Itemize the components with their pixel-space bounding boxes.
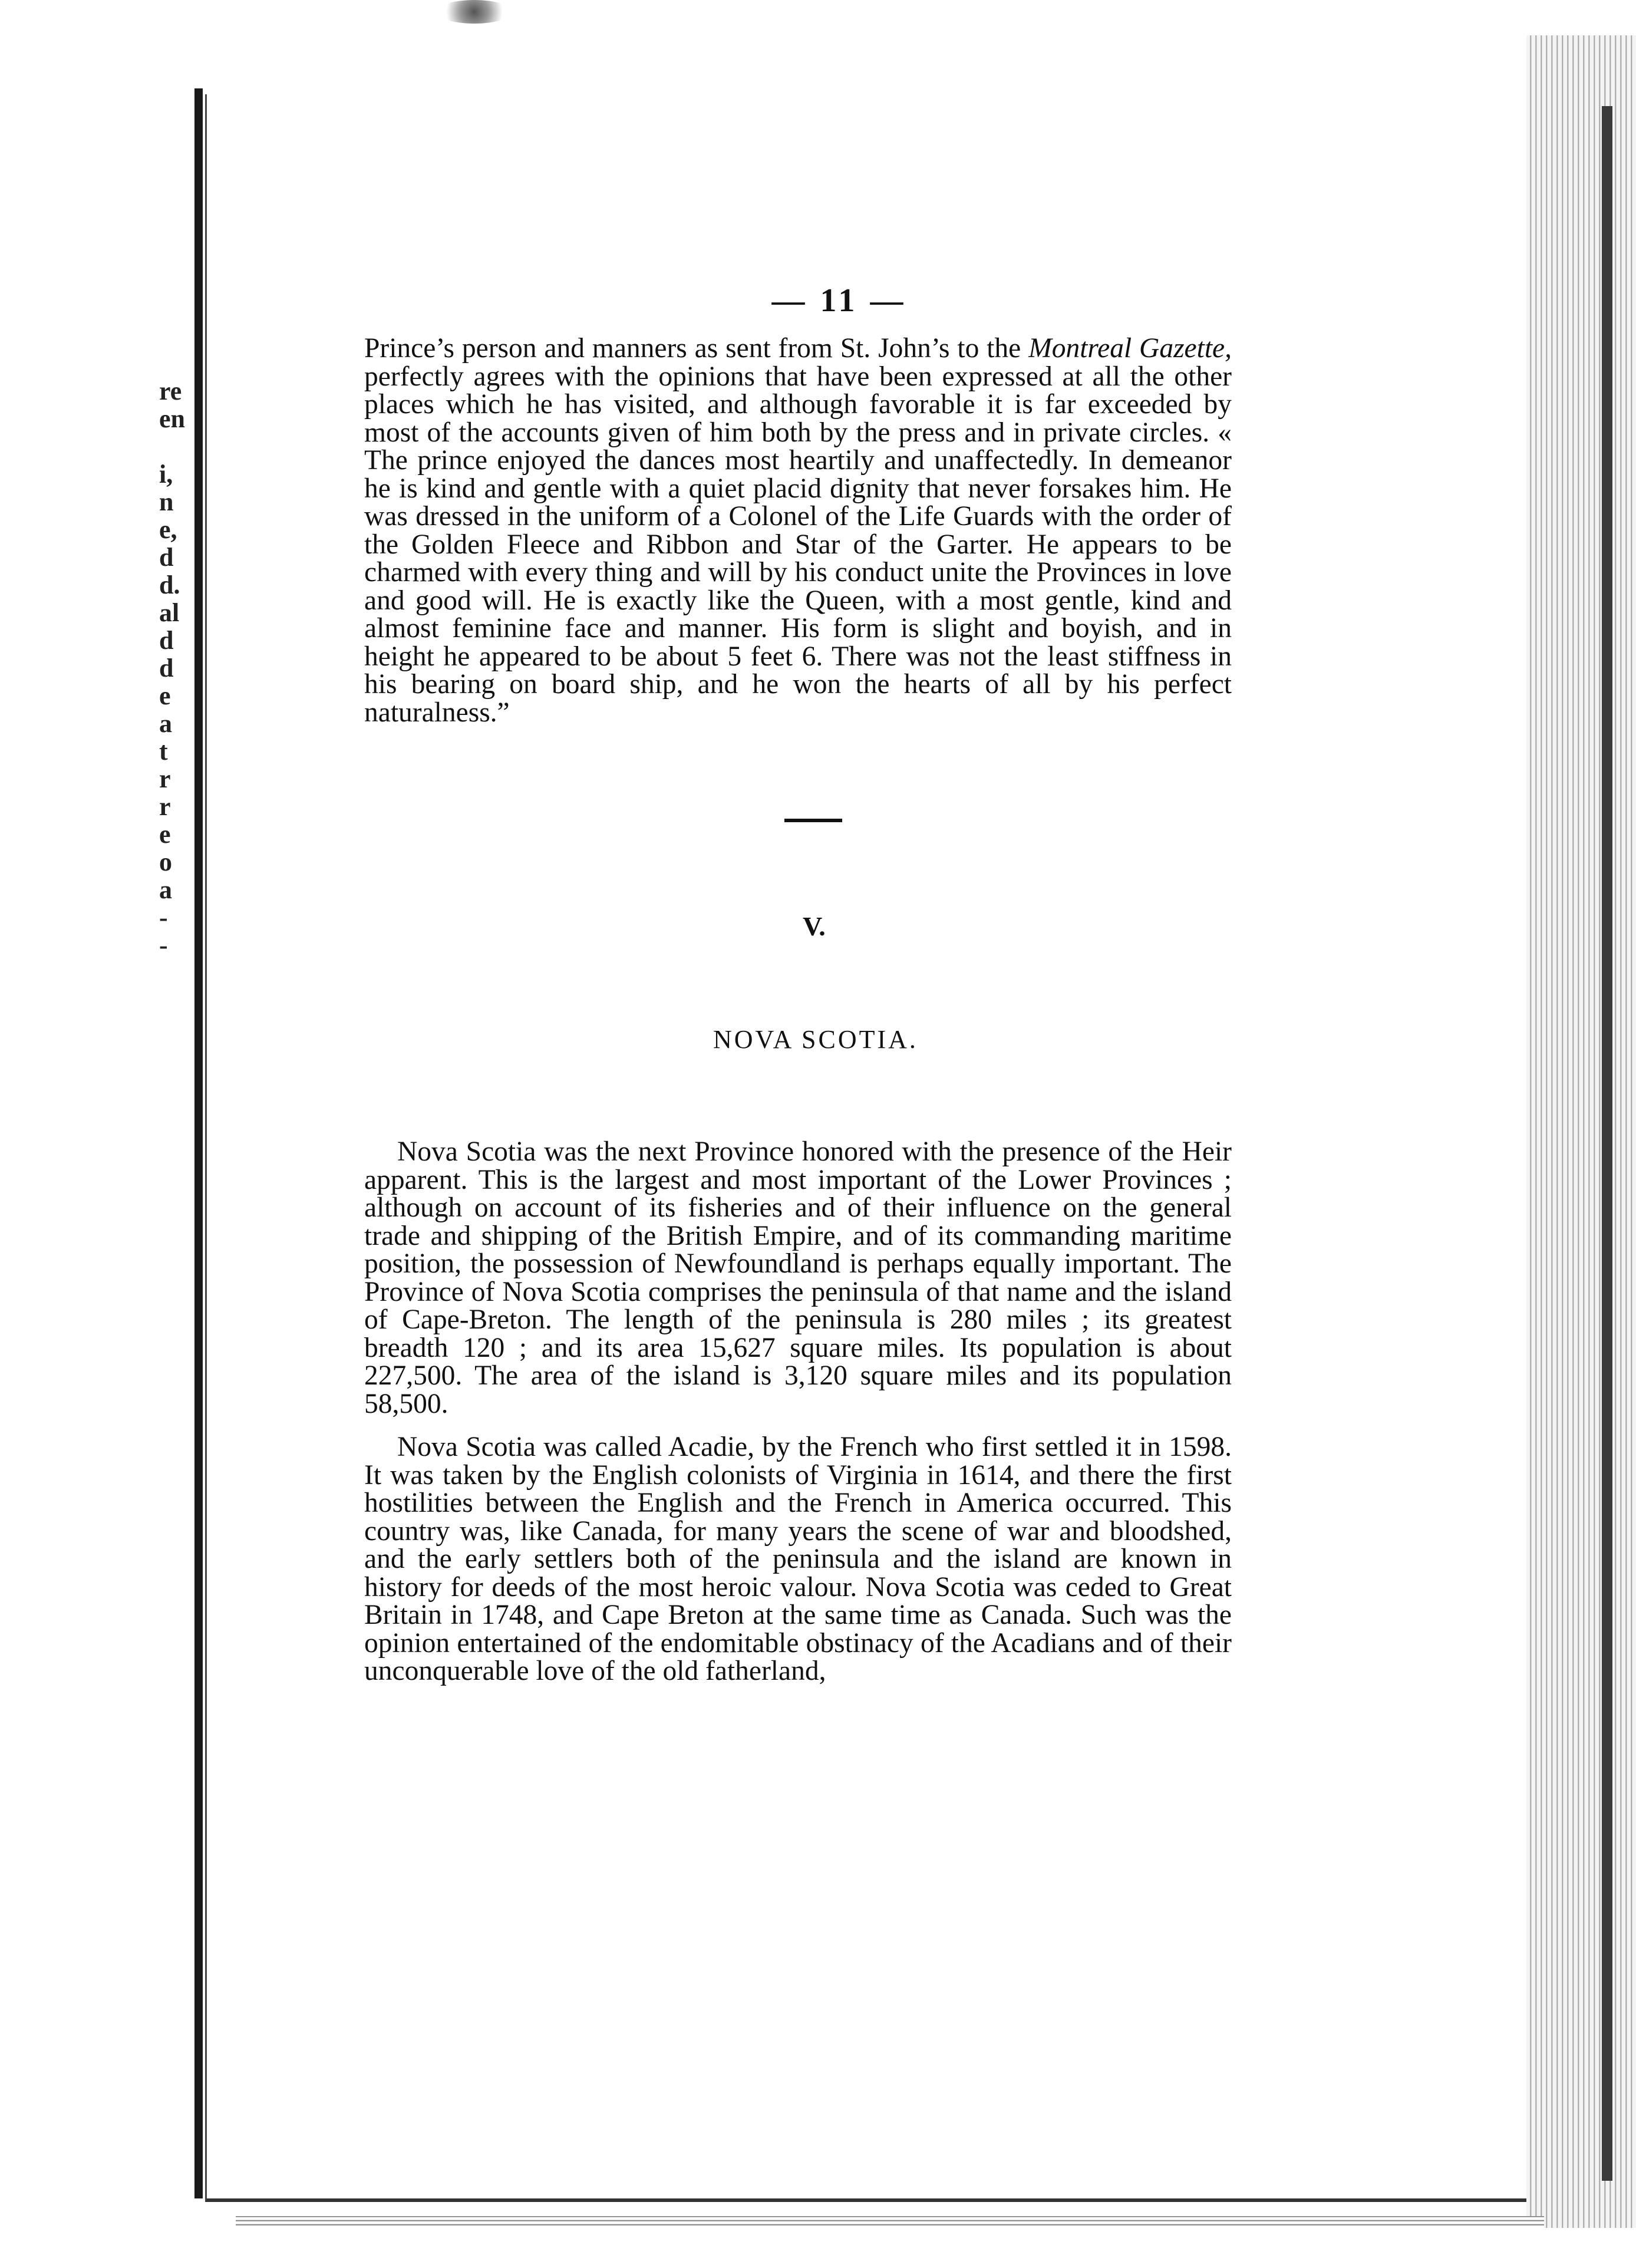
fragment-line: re	[159, 377, 182, 405]
italic-term: Acadie,	[668, 1432, 754, 1462]
fragment-line: e	[159, 682, 171, 710]
text-segment: by the French who first settled it in 1598. It was taken by the English colonists of Virginia in 1614, and there the first hostilities between the English and the French in America occurred. This country was, like Canada, for many years the scene of war and bloodshed, and the early settlers both of the peninsula and the island are known in history for deeds of the most heroic valour. Nova Scotia was ceded to Great Britain in 1748, and Cape Breton at the same time as Canada. Such was the opinion entertained of the endomitable obstinacy of the Acadians and of their unconquerable love of the old fatherland,	[364, 1432, 1232, 1686]
page-content	[364, 282, 1232, 1686]
paragraph-nova-scotia-intro: Nova Scotia was the next Province honored with the presence of the Heir apparent. This is the largest and most important of the Lower Provinces ; although on account of its fisheries and of their influence on the general trade and shipping of the British Empire, and of its commanding maritime position, the possession of Newfoundland is perhaps equally important. The Province of Nova Scotia comprises the peninsula of that name and the island of Cape-Breton. The length of the peninsula is 280 miles ; its greatest breadth 120 ; and its area 15,627 square miles. Its population is about 227,500. The area of the island is 3,120 square miles and its population 58,500.	[364, 1136, 1232, 1419]
section-title: NOVA SCOTIA.	[713, 1025, 918, 1054]
fragment-line: o	[159, 848, 172, 876]
fragment-line: d.	[159, 571, 180, 599]
paragraph-nova-scotia-history	[364, 1433, 1232, 1686]
fragment-line: a	[159, 710, 172, 737]
fragment-line: n	[159, 488, 174, 516]
fragment-line: -	[159, 904, 168, 931]
text-segment: Nova Scotia was called	[397, 1432, 668, 1462]
fragment-line: d	[159, 654, 174, 682]
fragment-line: d	[159, 543, 174, 571]
fragment-line: en	[159, 405, 185, 433]
fragment-line	[159, 433, 189, 460]
fragment-line: r	[159, 765, 171, 793]
fragment-line: -	[159, 931, 168, 959]
fragment-line: i,	[159, 460, 173, 488]
text-segment: perfectly agrees with the opinions that have been expressed at all the other places which he has visited, and although favorable it is far exceeded by most of the accounts given of him both by the press and in private circles. « The prince enjoyed the dances most heartily and unaffectedly. In demeanor he is kind and gentle with a quiet placid dignity that never forsakes him. He was dressed in the uniform of a Colonel of the Life Guards with the order of the Golden Fleece and Ribbon and Star of the Garter. He appears to be charmed with every thing and will by his conduct unite the Provinces in love and good will. He is exactly like the Queen, with a most gentle, kind and almost feminine face and manner. His form is slight and boyish, and in height he appeared to be about 5 feet 6. There was not the least stiffness in his bearing on board ship, and he won the hearts of all by his perfect naturalness.”	[364, 361, 1232, 728]
ink-stain	[436, 0, 513, 24]
left-page-fragment	[159, 377, 189, 959]
fragment-line: r	[159, 793, 171, 820]
page-number: — 11 —	[771, 282, 907, 319]
fragment-line: d	[159, 627, 174, 654]
page-bottom-edge	[236, 2216, 1544, 2228]
fragment-line: al	[159, 599, 180, 627]
text-segment: Prince’s person and manners as sent from St. John’s to the	[364, 333, 1029, 364]
newspaper-title: Montreal Gazette,	[1028, 333, 1232, 364]
fragment-line: e,	[159, 516, 177, 543]
fragment-line: a	[159, 876, 172, 904]
continued-paragraph	[364, 335, 1232, 727]
section-numeral: V.	[803, 911, 826, 941]
fragment-line: t	[159, 737, 168, 765]
section-divider	[784, 819, 842, 822]
page-stack-edge	[1526, 35, 1636, 2228]
fragment-line: e	[159, 820, 171, 848]
